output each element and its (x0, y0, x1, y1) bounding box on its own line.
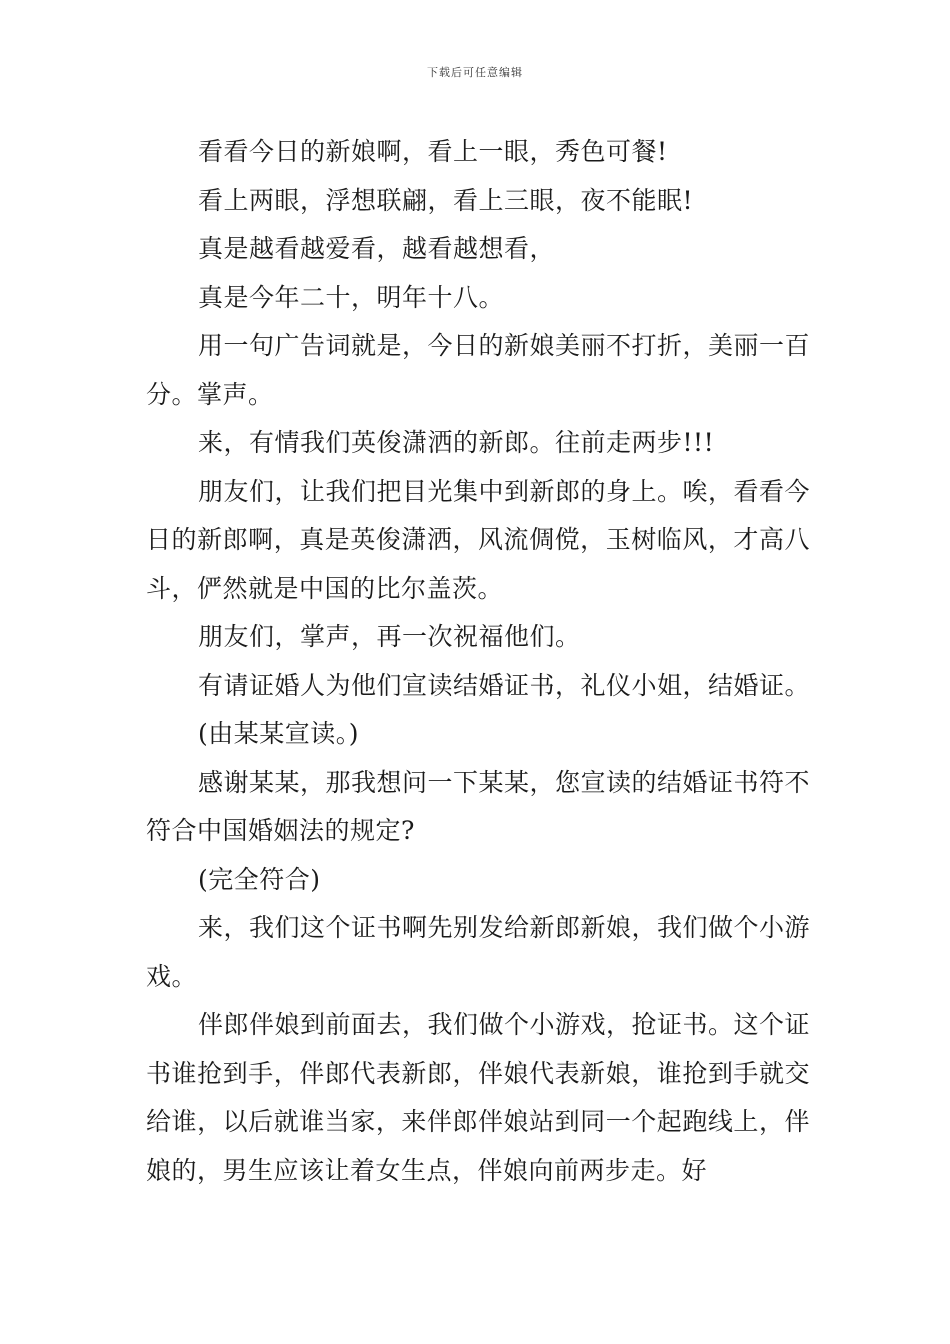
paragraph: (完全符合) (198, 864, 321, 894)
paragraph: 用一句广告词就是，今日的新娘美丽不打折，美丽一百分。掌声。 (146, 331, 811, 409)
paragraph: 看看今日的新娘啊，看上一眼，秀色可餐! (198, 137, 668, 166)
paragraph: 看上两眼，浮想联翩，看上三眼，夜不能眠! (198, 185, 694, 215)
paragraph: 伴郎伴娘到前面去，我们做个小游戏，抢证书。这个证书谁抢到手，伴郎代表新郎，伴娘代表新娘，谁抢到手就交给谁，以后就谁当家，来伴郎伴娘站到同一个起跑线上，伴娘的，男生应该让着女生点，伴娘向前两步走。好 (146, 1010, 811, 1185)
paragraph: 真是越看越爱看，越看越想看， (198, 234, 556, 263)
paragraph: 朋友们，掌声，再一次祝福他们。 (198, 622, 581, 651)
paragraph: 来，我们这个证书啊先别发给新郎新娘，我们做个小游戏。 (146, 913, 811, 991)
paragraph: (由某某宣读。) (198, 719, 360, 748)
paragraph: 朋友们，让我们把目光集中到新郎的身上。唉，看看今日的新郎啊，真是英俊潇洒，风流倜傥，玉树临风，才高八斗，俨然就是中国的比尔盖茨。 (146, 476, 811, 603)
document-body (146, 128, 810, 1195)
paragraph: 感谢某某，那我想问一下某某，您宣读的结婚证书符不符合中国婚姻法的规定? (146, 767, 811, 845)
page-header: 下载后可任意编辑 (427, 66, 523, 79)
paragraph: 真是今年二十，明年十八。 (198, 282, 505, 312)
paragraph: 有请证婚人为他们宣读结婚证书，礼仪小姐，结婚证。 (198, 670, 811, 700)
paragraph: 来，有情我们英俊潇洒的新郎。往前走两步!!! (198, 428, 715, 457)
